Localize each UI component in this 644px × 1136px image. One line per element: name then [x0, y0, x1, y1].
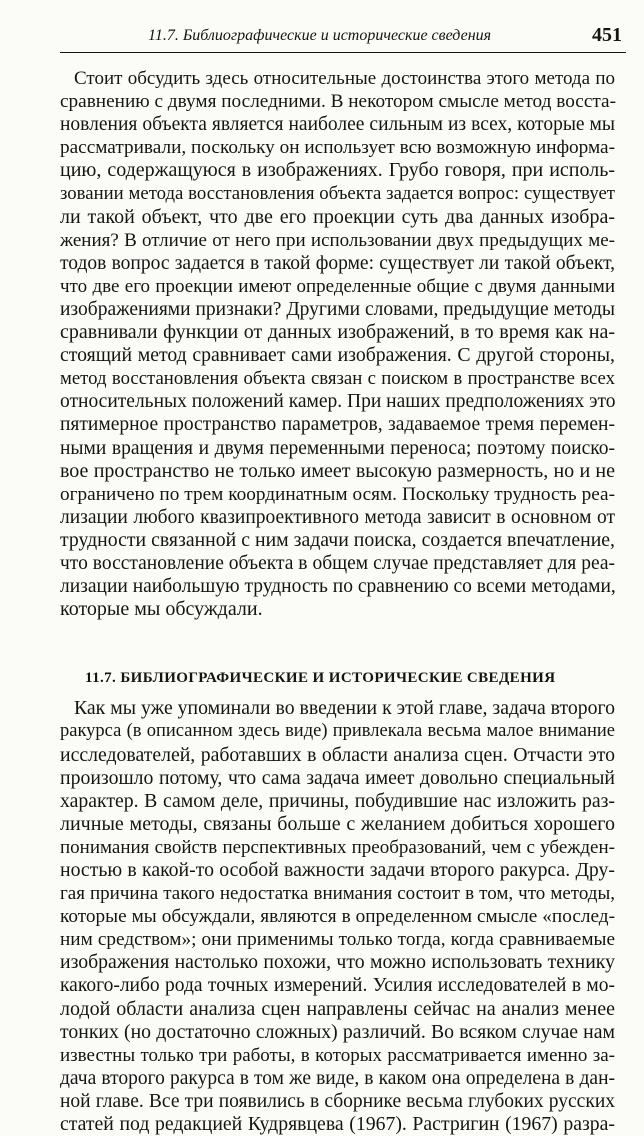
- text-line: произошло потому, что сама задача имеет довольно специальный: [60, 766, 615, 789]
- text-line: трудности связанной с ним задачи поиска, создается впечатление,: [60, 528, 615, 551]
- text-line: ли такой объект, что две его проекции суть два данных изобра-: [60, 205, 615, 228]
- text-line: Как мы уже упоминали во введении к этой главе, задача второго: [74, 697, 615, 720]
- section-heading: 11.7. БИБЛИОГРАФИЧЕСКИЕ И ИСТОРИЧЕСКИЕ СВЕДЕНИЯ: [85, 670, 556, 687]
- spacer: [60, 621, 615, 667]
- text-line: новления объекта является наиболее сильным из всех, которые мы: [60, 114, 615, 136]
- text-line: статей под редакцией Кудрявцева (1967). Растригин (1967) разра-: [60, 1113, 615, 1136]
- text-line: лизации наибольшую трудность по сравнению со всеми методами,: [60, 576, 616, 598]
- text-line: Стоит обсудить здесь относительные достоинства этого метода по: [74, 68, 615, 89]
- paragraph: [60, 67, 615, 621]
- text-line: ракурса (в описанном здесь виде) привлекала весьма малое внимание: [60, 721, 615, 742]
- text-line: стоящий метод сравнивает сами изображения. С другой стороны,: [60, 344, 615, 367]
- text-line: что восстановление объекта в общем случае представляет для реа-: [60, 552, 615, 574]
- text-line: тодов вопрос задается в такой форме: существует ли такой объект,: [60, 252, 615, 274]
- text-line: ной главе. Все три появились в сборнике весьма глубоких русских: [60, 1090, 615, 1112]
- text-line: личные методы, связаны больше с желанием добиться хорошего: [60, 812, 615, 835]
- text-line: цию, содержащуюся в изображениях. Грубо говоря, при исполь-: [60, 159, 615, 182]
- text-line: метод восстановления объекта связан с поиском в пространстве всех: [60, 368, 615, 390]
- text-line: исследователей, работавших в области анализа сцен. Отчасти это: [60, 743, 615, 766]
- text-line: лизации любого квазипроективного метода зависит в основном от: [60, 506, 615, 528]
- running-header: [60, 24, 626, 53]
- text-line: характер. В самом деле, причины, побудившие нас изложить раз-: [60, 789, 615, 812]
- text-line: понимания свойств перспективных преобразований, чем с убежден-: [60, 836, 615, 858]
- text-line: ограничено по трем координатным осям. Поскольку трудность реа-: [60, 483, 615, 505]
- text-line: лодой области анализа сцен направлены сейчас на анализ менее: [60, 997, 615, 1020]
- text-line: сравнивали функции от данных изображений, в то время как на-: [60, 321, 615, 344]
- text-line: ными вращения и двумя переменными переноса; поэтому поиско-: [60, 437, 615, 459]
- text-line: дача второго ракурса в том же виде, в каком она определена в дан-: [60, 1067, 615, 1089]
- text-line: изображениями признаки? Другими словами, предыдущие методы: [60, 298, 615, 320]
- text-line: тонких (но достаточно сложных) различий. Во всяком случае нам: [60, 1020, 615, 1043]
- text-line: сравнению с двумя последними. В некотором смысле метод восста-: [60, 91, 616, 113]
- text-line: ним средством»; они применимы только тогда, когда сравниваемые: [60, 929, 615, 951]
- text-line: что две его проекции имеют определенные общие с двумя данными: [60, 275, 615, 297]
- text-line: гая причина такого недостатка внимания состоит в том, что методы,: [60, 883, 615, 905]
- text-line: ностью в какой-то особой важности задачи второго ракурса. Дру-: [60, 859, 615, 881]
- text-line: вое пространство не только имеет высокую размерность, но и не: [60, 459, 615, 482]
- text-line: рассматривали, поскольку он использует всю возможную информа-: [60, 137, 616, 159]
- body-text: [60, 67, 615, 1136]
- text-line: какого-либо рода точных измерений. Усилия исследователей в мо-: [60, 975, 615, 997]
- running-title: 11.7. Библиографические и исторические сведения: [148, 27, 492, 44]
- text-line: которые мы обсуждали.: [60, 598, 263, 621]
- text-line: относительных положений камер. При наших предположениях это: [60, 391, 616, 413]
- text-line: зовании метода восстановления объекта задается вопрос: существует: [60, 183, 615, 205]
- text-line: пятимерное пространство параметров, задаваемое тремя перемен-: [60, 414, 615, 436]
- text-line: жения? В отличие от него при использовании двух предыдущих ме-: [60, 229, 615, 251]
- page-number: 451: [592, 24, 622, 46]
- paragraph: [60, 697, 615, 1136]
- text-line: которые мы обсуждали, являются в определенном смысле «послед-: [60, 906, 615, 928]
- text-line: известны только три работы, в которых рассматривается именно за-: [60, 1044, 615, 1066]
- text-line: изображения настолько похожи, что можно использовать технику: [60, 951, 615, 974]
